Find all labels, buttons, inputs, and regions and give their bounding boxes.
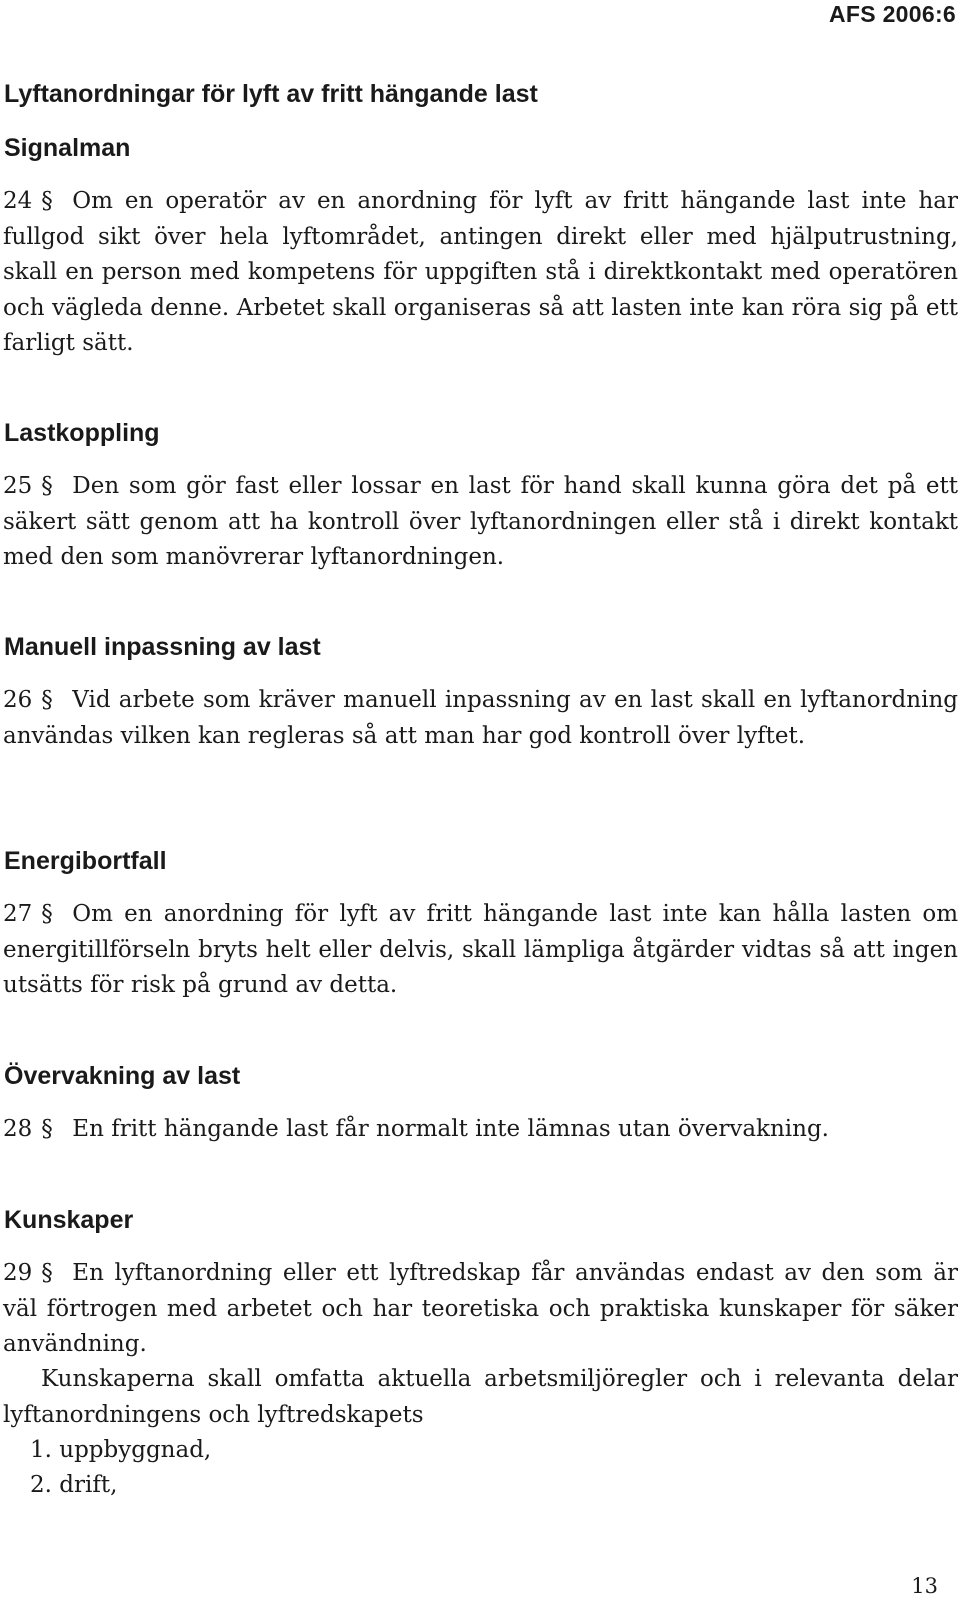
section-25-paragraph — [3, 469, 958, 576]
section-sign: § — [41, 473, 53, 499]
section-sign: § — [41, 1260, 53, 1286]
list-item: 1. uppbyggnad, — [30, 1437, 212, 1463]
section-29-number: 29 — [3, 1260, 33, 1286]
section-25-heading: Lastkoppling — [4, 419, 160, 447]
list-item: 2. drift, — [30, 1472, 118, 1498]
section-28-text: En fritt hängande last får normalt inte lämnas utan övervakning. — [72, 1116, 829, 1142]
section-sign: § — [41, 901, 53, 927]
section-29-paragraph-2: Kunskaperna skall omfatta aktuella arbetsmiljöregler och i relevanta delar lyftanordningens och lyftredskapets — [3, 1366, 958, 1428]
section-28-number: 28 — [3, 1116, 33, 1142]
running-header: AFS 2006:6 — [828, 1, 956, 27]
section-26-number: 26 — [3, 687, 33, 713]
main-heading: Lyftanordningar för lyft av fritt hängande last — [4, 80, 538, 108]
section-sign: § — [41, 1116, 53, 1142]
section-28-paragraph — [3, 1112, 958, 1148]
page-number: 13 — [911, 1574, 938, 1598]
section-29-heading: Kunskaper — [4, 1206, 134, 1234]
section-26-paragraph — [3, 683, 958, 754]
section-25-number: 25 — [3, 473, 33, 499]
section-24-text: Om en operatör av en anordning för lyft av fritt hängande last inte har fullgod sikt över hela lyftområdet, antingen direkt eller med hjälputrustning, skall en person med kompetens för uppgiften stå i direktkontakt med operatören och vägleda denne. Arbetet skall organiseras så att lasten inte kan röra sig på ett farligt sätt. — [3, 188, 958, 356]
section-24-heading: Signalman — [4, 134, 131, 162]
section-sign: § — [41, 188, 53, 214]
section-27-paragraph — [3, 897, 958, 1004]
section-24-paragraph — [3, 184, 958, 362]
section-26-heading: Manuell inpassning av last — [4, 633, 321, 661]
section-sign: § — [41, 687, 53, 713]
section-27-heading: Energibortfall — [4, 847, 167, 875]
section-29-text: En lyftanordning eller ett lyftredskap får användas endast av den som är väl förtrogen med arbetet och har teoretiska och praktiska kunskaper för säker användning. — [3, 1260, 958, 1357]
section-26-text: Vid arbete som kräver manuell inpassning av en last skall en lyftanordning användas vilken kan regleras så att man har god kontroll över lyftet. — [3, 687, 958, 749]
section-28-heading: Övervakning av last — [4, 1062, 241, 1090]
section-24-number: 24 — [3, 188, 33, 214]
section-27-text: Om en anordning för lyft av fritt hängande last inte kan hålla lasten om energitillförseln bryts helt eller delvis, skall lämpliga åtgärder vidtas så att ingen utsätts för risk på grund av detta. — [3, 901, 958, 998]
section-29-paragraph — [3, 1256, 958, 1363]
section-25-text: Den som gör fast eller lossar en last för hand skall kunna göra det på ett säkert sätt genom att ha kontroll över lyftanordningen eller stå i direkt kontakt med den som manövrerar lyftanordningen. — [3, 473, 958, 570]
section-27-number: 27 — [3, 901, 33, 927]
